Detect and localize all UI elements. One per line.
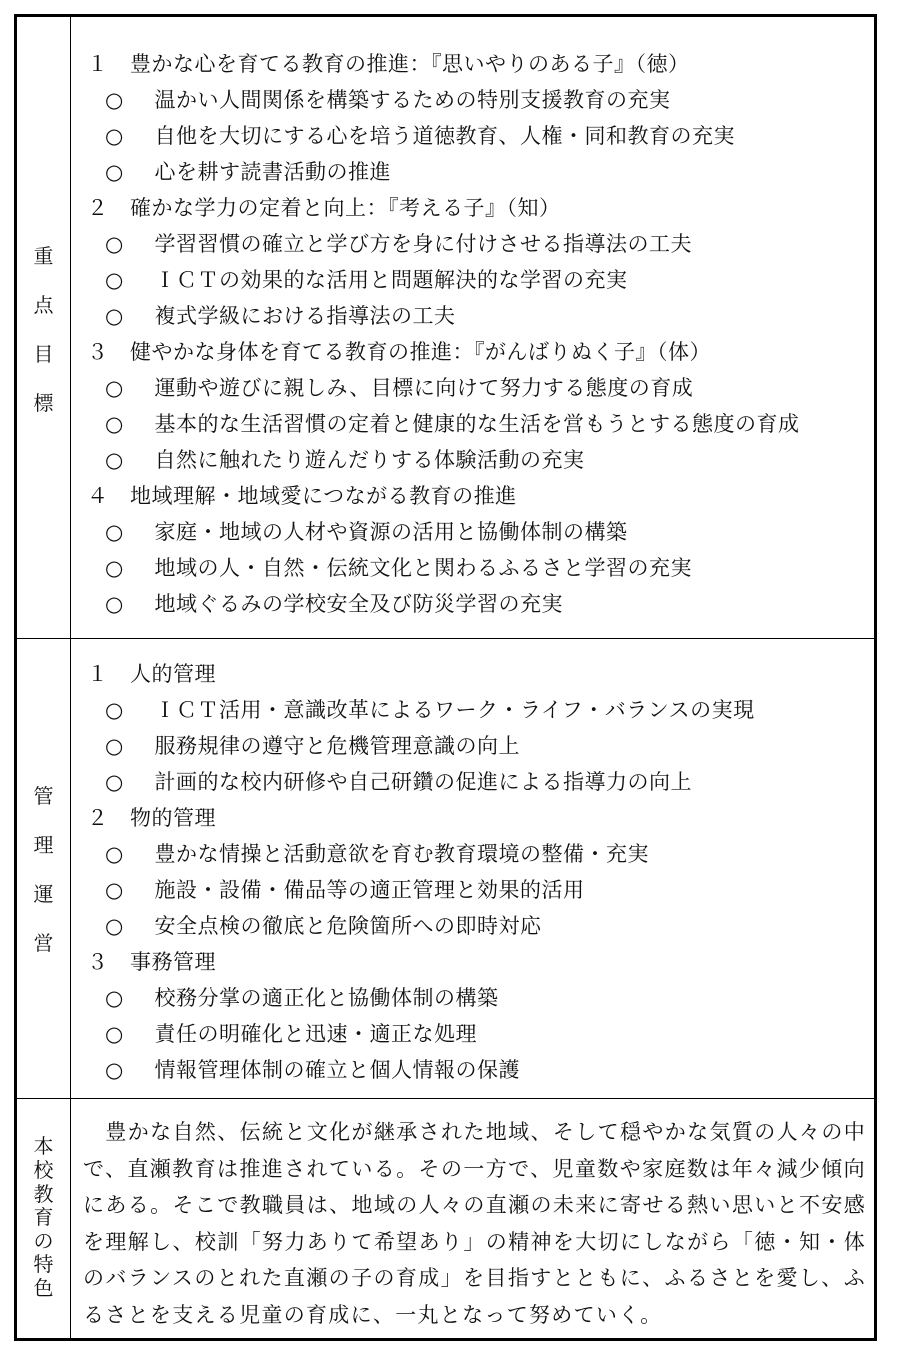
bullet-icon: ○ [105, 842, 124, 866]
label-char: 育 [33, 1205, 54, 1230]
bullet-icon: ○ [105, 986, 124, 1010]
bullet-icon: ○ [105, 734, 124, 758]
label-char: 標 [33, 390, 54, 415]
list-item: ○ 安全点検の徹底と危険箇所への即時対応 [105, 914, 542, 938]
bullet-icon: ○ [105, 520, 124, 544]
label-char: 教 [33, 1181, 54, 1206]
bullet-icon: ○ [105, 914, 124, 938]
list-item: ○ 自他を大切にする心を培う道徳教育、人権・同和教育の充実 [105, 124, 735, 148]
list-item: ○ 責任の明確化と迅速・適正な処理 [105, 1022, 477, 1046]
list-item: ○ 自然に触れたり遊んだりする体験活動の充実 [105, 448, 585, 472]
label-char: 目 [33, 341, 54, 366]
list-item: ○ 豊かな情操と活動意欲を育む教育環境の整備・充実 [105, 842, 649, 866]
list-item: ○ 基本的な生活習慣の定着と健康的な生活を営もうとする態度の育成 [105, 412, 800, 436]
list-item: ○ 情報管理体制の確立と個人情報の保護 [105, 1058, 520, 1082]
list-item: ○ 家庭・地域の人材や資源の活用と協働体制の構築 [105, 520, 628, 544]
label-char: 管 [33, 784, 54, 808]
section-label [17, 1098, 71, 1338]
label-char: 校 [33, 1158, 54, 1183]
section-management [17, 638, 874, 1099]
label-char: 点 [33, 292, 54, 317]
bullet-icon: ○ [105, 698, 124, 722]
list-item: ○ ＩＣＴ活用・意識改革によるワーク・ライフ・バランスの実現 [105, 698, 755, 722]
bullet-icon: ○ [105, 770, 124, 794]
list-item: ○ 服務規律の遵守と危機管理意識の向上 [105, 734, 520, 758]
group-heading: ４ 地域理解・地域愛につながる教育の推進 [87, 484, 517, 508]
bullet-icon: ○ [105, 160, 124, 184]
label-char: 特 [33, 1252, 54, 1277]
group-heading: １ 豊かな心を育てる教育の推進：『思いやりのある子』（徳） [87, 52, 690, 76]
list-item: ○ 校務分掌の適正化と協働体制の構築 [105, 986, 499, 1010]
list-item: ○ 地域の人・自然・伝統文化と関わるふるさと学習の充実 [105, 556, 692, 580]
list-item: ○ 温かい人間関係を構築するための特別支援教育の充実 [105, 88, 671, 112]
section-content [71, 17, 874, 638]
list-item: ○ 学習習慣の確立と学び方を身に付けさせる指導法の工夫 [105, 232, 692, 256]
section-content [71, 1098, 874, 1338]
list-item: ○ ＩＣＴの効果的な活用と問題解決的な学習の充実 [105, 268, 628, 292]
group-heading: ３ 事務管理 [87, 950, 216, 974]
list-item: ○ 施設・設備・備品等の適正管理と効果的活用 [105, 878, 585, 902]
section-label [17, 638, 71, 1098]
label-char: の [33, 1228, 54, 1253]
features-paragraph: 豊かな自然、伝統と文化が継承された地域、そして穏やかな気質の人々の中で、直瀬教育は推進されている。その一方で、児童数や家庭数は年々減少傾向にある。そこで教職員は、地域の人々の直瀬の未来に寄せる熱い思いと不安感を理解し、校訓「努力ありて希望あり」の精神を大切にしながら「徳・知・体のバランスのとれた直瀬の子の育成」を目指すとともに、ふるさとを愛し、ふるさとを支える児童の育成に、一丸となって努めていく。 [83, 1120, 866, 1327]
bullet-icon: ○ [105, 124, 124, 148]
section-label [17, 17, 71, 638]
list-item: ○ 計画的な校内研修や自己研鑽の促進による指導力の向上 [105, 770, 692, 794]
bullet-icon: ○ [105, 304, 124, 328]
label-char: 本 [33, 1134, 54, 1159]
group-heading: ２ 確かな学力の定着と向上：『考える子』（知） [87, 196, 561, 220]
policy-table [14, 14, 877, 1341]
group-heading: １ 人的管理 [87, 662, 216, 686]
label-char: 営 [33, 931, 54, 955]
bullet-icon: ○ [105, 878, 124, 902]
bullet-icon: ○ [105, 88, 124, 112]
list-item: ○ 運動や遊びに親しみ、目標に向けて努力する態度の育成 [105, 376, 694, 400]
bullet-icon: ○ [105, 376, 124, 400]
section-content [71, 638, 874, 1098]
section-priority-goals [17, 17, 874, 639]
list-item: ○ 複式学級における指導法の工夫 [105, 304, 456, 328]
bullet-icon: ○ [105, 232, 124, 256]
list-item: ○ 地域ぐるみの学校安全及び防災学習の充実 [105, 592, 563, 616]
label-char: 重 [33, 243, 54, 268]
list-item: ○ 心を耕す読書活動の推進 [105, 160, 391, 184]
label-char: 運 [33, 882, 54, 906]
group-heading: ２ 物的管理 [87, 806, 216, 830]
group-heading: ３ 健やかな身体を育てる教育の推進：『がんばりぬく子』（体） [87, 340, 711, 364]
bullet-icon: ○ [105, 1058, 124, 1082]
section-school-features [17, 1098, 874, 1338]
label-char: 理 [33, 833, 54, 857]
bullet-icon: ○ [105, 1022, 124, 1046]
bullet-icon: ○ [105, 268, 124, 292]
bullet-icon: ○ [105, 412, 124, 436]
label-char: 色 [33, 1275, 54, 1300]
bullet-icon: ○ [105, 592, 124, 616]
bullet-icon: ○ [105, 448, 124, 472]
bullet-icon: ○ [105, 556, 124, 580]
